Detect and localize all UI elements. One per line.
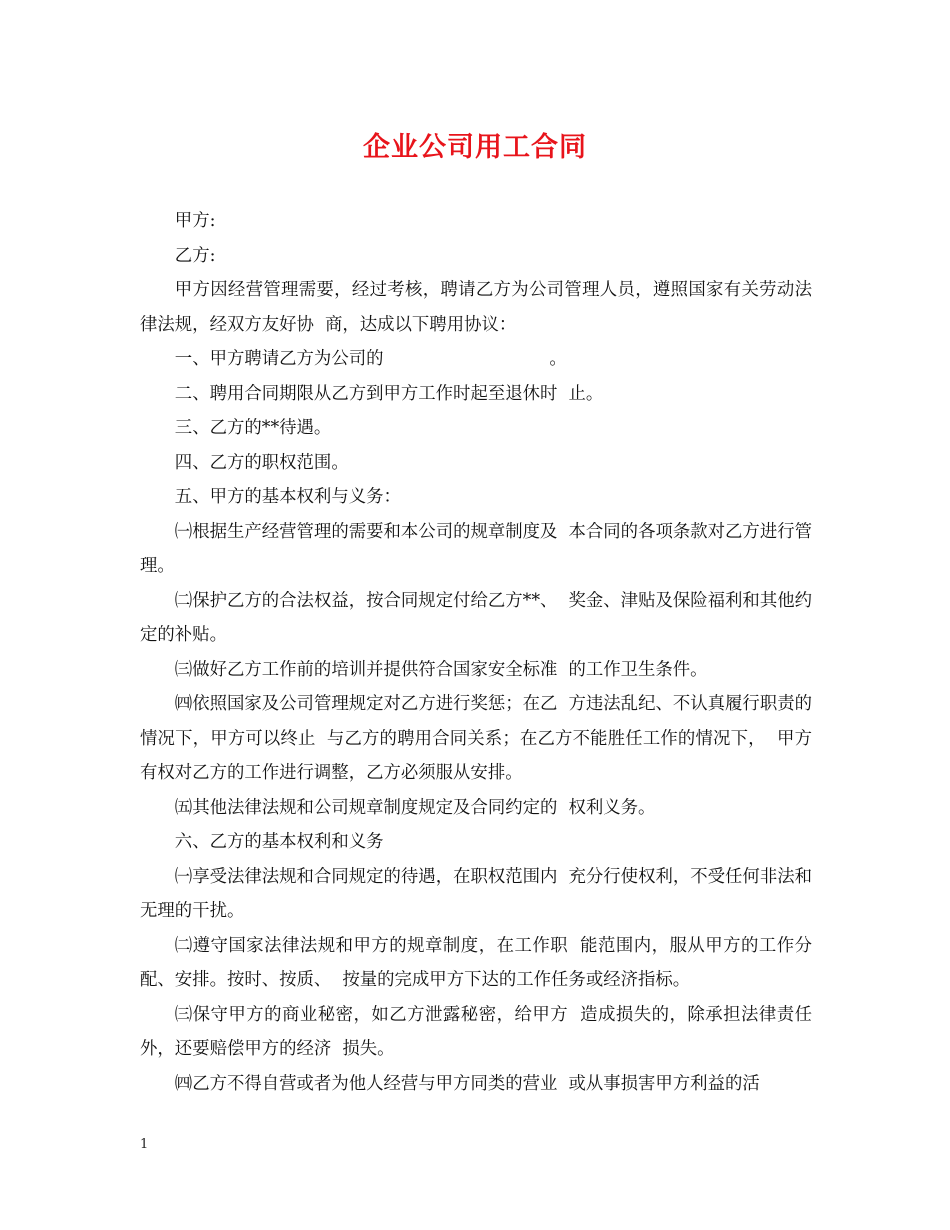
clause-5-item-1: ㈠根据生产经营管理的需要和本公司的规章制度及 本合同的各项条款对乙方进行管理。 <box>140 521 812 576</box>
clause-2: 二、聘用合同期限从乙方到甲方工作时起至退休时 止。 <box>174 383 604 404</box>
clause-6-heading: 六、乙方的基本权利和义务 <box>174 832 384 852</box>
clause-5-item-5: ㈤其他法律法规和公司规章制度规定及合同约定的 权利义务。 <box>174 797 656 818</box>
document-title: 企业公司用工合同 <box>363 132 587 163</box>
clause-6-item-1: ㈠享受法律法规和合同规定的待遇，在职权范围内 充分行使权利，不受任何非法和无理的干扰。 <box>140 866 812 921</box>
clause-5-item-3: ㈢做好乙方工作前的培训并提供符合国家安全标准 的工作卫生条件。 <box>174 659 708 680</box>
clause-6-item-3: ㈢保守甲方的商业秘密，如乙方泄露秘密，给甲方 造成损失的，除承担法律责任外，还要赔偿甲方的经济 损失。 <box>140 1004 812 1059</box>
document-body <box>140 204 812 1101</box>
clause-5-item-4: ㈣依照国家及公司管理规定对乙方进行奖惩；在乙 方违法乱纪、不认真履行职责的情况下，甲方可以终止 与乙方的聘用合同关系；在乙方不能胜任工作的情况下， 甲方有权对乙方的工作进行调整，乙方必须服从安排。 <box>140 694 812 783</box>
party-a-line: 甲方: <box>174 211 216 231</box>
page-number: 1 <box>140 1137 149 1152</box>
party-b-line: 乙方: <box>174 245 216 266</box>
clause-6-item-2: ㈡遵守国家法律法规和甲方的规章制度，在工作职 能范围内，服从甲方的工作分配、安排。按时、按质、 按量的完成甲方下达的工作任务或经济指标。 <box>140 935 812 990</box>
clause-5-item-2: ㈡保护乙方的合法权益，按合同规定付给乙方**、 奖金、津贴及保险福利和其他约定的补贴。 <box>140 590 812 645</box>
clause-6-item-4: ㈣乙方不得自营或者为他人经营与甲方同类的营业 或从事损害甲方利益的活 <box>174 1073 760 1094</box>
preamble-paragraph: 甲方因经营管理需要，经过考核，聘请乙方为公司管理人员，遵照国家有关劳动法律法规，经双方友好协 商，达成以下聘用协议： <box>140 280 812 335</box>
clause-5-heading: 五、甲方的基本权利与义务： <box>174 487 401 507</box>
clause-4: 四、乙方的职权范围。 <box>174 452 349 473</box>
clause-1: 一、甲方聘请乙方为公司的 。 <box>174 349 567 369</box>
clause-3: 三、乙方的**待遇。 <box>174 418 332 438</box>
